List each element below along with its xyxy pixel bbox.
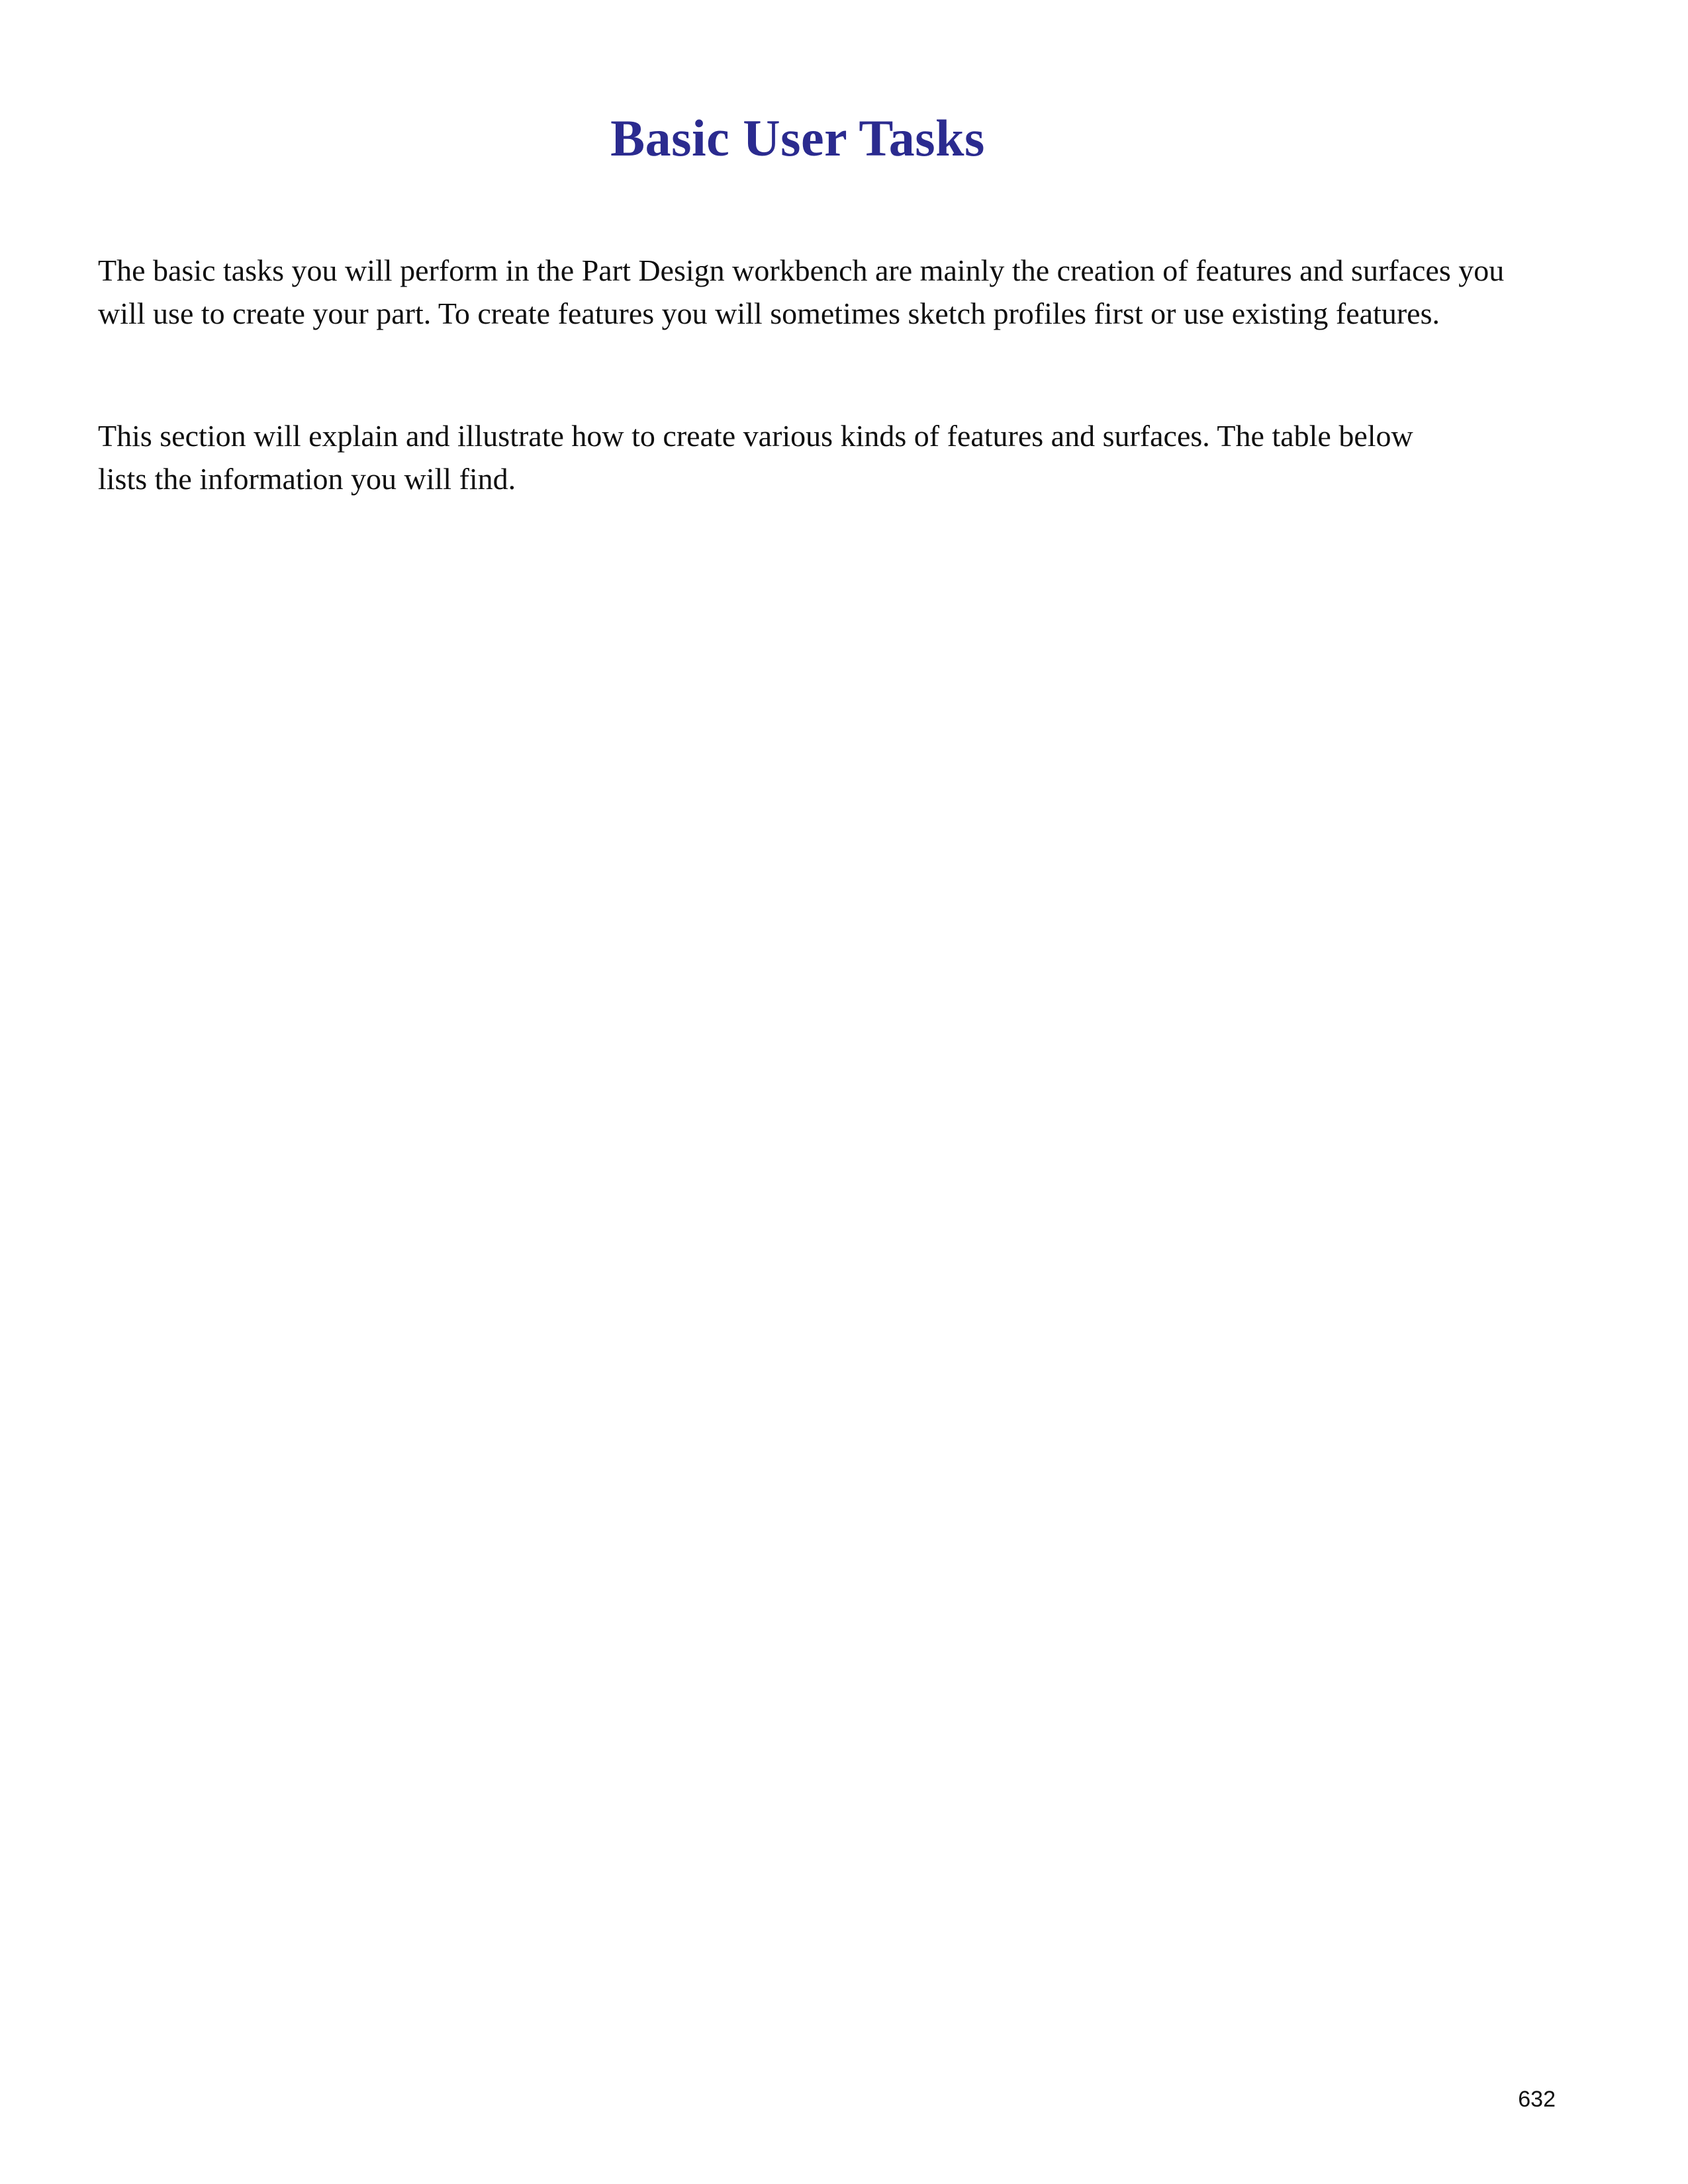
page-number: 632 bbox=[1518, 2087, 1556, 2112]
body-paragraph-2: This section will explain and illustrate how to create various kinds of features and surfaces. The table below lists the information you will find. bbox=[98, 419, 1413, 496]
page-title: Basic User Tasks bbox=[610, 109, 985, 167]
body-paragraph-1: The basic tasks you will perform in the Part Design workbench are mainly the creation of features and surfaces you will use to create your part. To create features you will sometimes sketch profiles first or use existing features. bbox=[98, 253, 1505, 331]
